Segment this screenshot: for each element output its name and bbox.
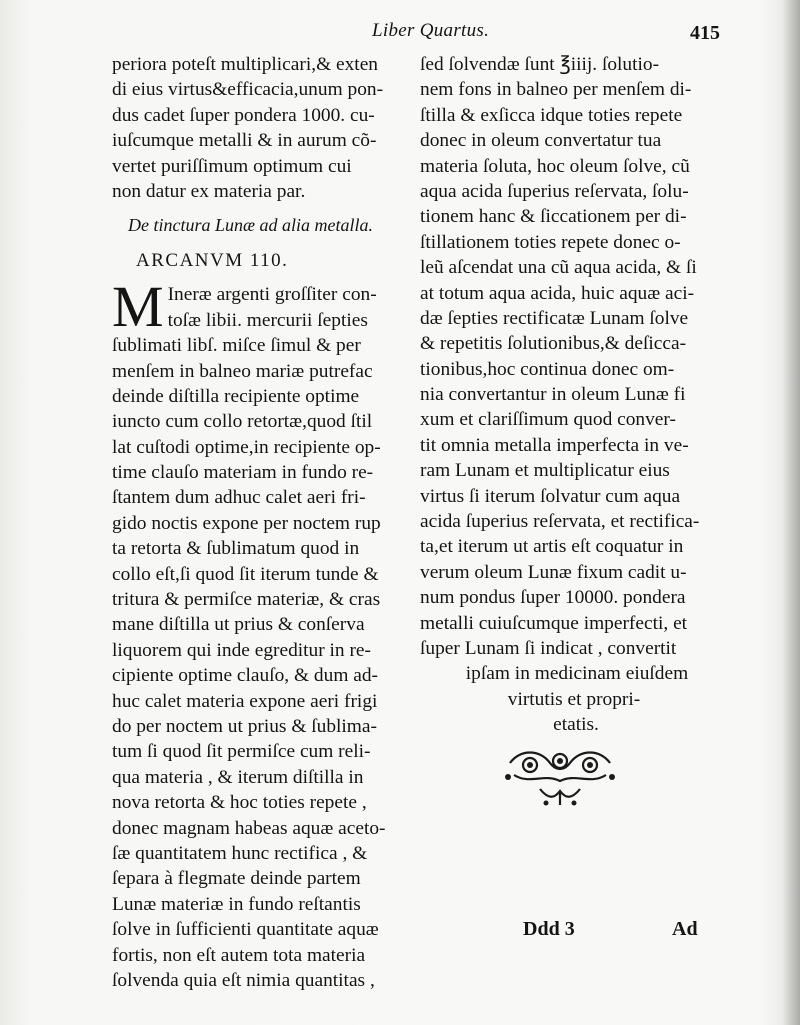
text-line: cipiente optime clauſo, & dum ad- <box>112 665 379 687</box>
text-line: ta retorta & ſublimatum quod in <box>112 538 360 560</box>
text-line: ram Lunam et multiplicatur eius <box>420 460 670 482</box>
text-line: num pondus ſuper 10000. pondera <box>420 587 686 609</box>
text-line: periora poteſt multiplicari,& exten <box>112 54 378 75</box>
running-head: Liber Quartus. <box>372 20 490 41</box>
text-line: tum ſi quod ſit permiſce cum reli- <box>112 741 371 763</box>
drop-capital: M <box>112 274 164 340</box>
text-line: nem fons in balneo per menſem di- <box>420 79 692 101</box>
text-line: iuſcumque metalli & in aurum cõ- <box>112 130 377 152</box>
text-line: & repetitis ſolutionibus,& deſicca- <box>420 333 687 355</box>
text-line: aqua acida ſuperius reſervata, ſolu- <box>420 180 689 202</box>
page-number: 415 <box>690 22 720 44</box>
body-paragraph <box>112 274 402 993</box>
page-edge-shadow <box>782 0 800 1025</box>
text-line: donec magnam habeas aquæ aceto- <box>112 817 386 839</box>
text-line: Lunæ materiæ in fundo reſtantis <box>112 893 361 915</box>
text-line: time clauſo materiam in fundo re- <box>112 462 374 484</box>
text-line: verum oleum Lunæ fixum cadit u- <box>420 561 687 583</box>
text-line: ſtantem dum adhuc calet aeri fri- <box>112 487 366 509</box>
arcanum-heading: ARCANVM 110. <box>136 250 289 272</box>
text-line: ipſam in medicinam eiuſdem <box>465 663 689 685</box>
text-line: tionem hanc & ſiccationem per di- <box>420 206 687 228</box>
text-line: tritura & permiſce materiæ, & cras <box>112 589 381 611</box>
text-line: ſublimati libſ. miſce ſimul & per <box>112 335 361 357</box>
text-line: tionibus,hoc continua donec om- <box>420 358 675 380</box>
text-line: ſolvenda quia eſt nimia quantitas , <box>112 969 375 991</box>
text-line: huc calet materia expone aeri frigi <box>112 690 378 712</box>
text-line: ſepara à flegmate deinde partem <box>112 868 361 890</box>
text-line: ſuper Lunam ſi indicat , convertit <box>420 637 677 659</box>
fleuron-ornament-icon <box>500 745 620 809</box>
text-line: ſolve in ſufficienti quantitate aquæ <box>112 919 379 941</box>
text-line: di eius virtus&efficacia,unum pon- <box>112 79 384 101</box>
text-line: deinde diſtilla recipiente optime <box>112 385 360 407</box>
text-line: vertet puriſſimum optimum cui <box>112 155 352 177</box>
text-line: ſtilla & exſicca idque toties repete <box>420 104 683 126</box>
text-line: metalli cuiuſcumque imperfecti, et <box>420 612 688 634</box>
text-line: materia ſoluta, hoc oleum ſolve, cũ <box>420 155 690 177</box>
text-line: acida ſuperius reſervata, et rectifica- <box>420 511 700 533</box>
text-line: dus cadet ſuper pondera 1000. cu- <box>112 104 375 126</box>
text-line: iuncto cum collo retortæ,quod ſtil <box>112 411 373 433</box>
right-column <box>420 52 720 738</box>
text-line: dæ ſepties rectificatæ Lunam ſolve <box>420 307 689 329</box>
text-line: ſtillationem toties repete donec o- <box>420 231 681 253</box>
text-line: do per noctem ut prius & ſublima- <box>112 715 377 737</box>
text-line: qua materia , & iterum diſtilla in <box>112 766 364 788</box>
text-line: Ineræ argenti groſſiter con- <box>167 284 377 306</box>
text-line: collo eſt,ſi quod ſit iterum tunde & <box>112 563 379 585</box>
text-line: menſem in balneo mariæ putrefac <box>112 360 373 382</box>
section-subheading: De tinctura Lunæ ad alia metalla. <box>128 215 373 236</box>
text-line: liquorem qui inde egreditur in re- <box>112 639 371 661</box>
text-line: non datur ex materia par. <box>112 180 306 202</box>
text-line: gido noctis expone per noctem rup <box>112 512 381 534</box>
text-line: virtus ſi iterum ſolvatur cum aqua <box>420 485 681 507</box>
signature-mark: Ddd 3 <box>523 918 575 940</box>
text-line: donec in oleum convertatur tua <box>420 130 662 152</box>
text-line: leũ aſcendat una cũ aqua acida, & ſi <box>420 257 697 279</box>
text-line: toſæ libii. mercurii ſepties <box>167 309 368 331</box>
text-line: ſæ quantitatem hunc rectifica , & <box>112 842 368 864</box>
text-line: lat cuſtodi optime,in recipiente op- <box>112 436 381 458</box>
text-line: virtutis et propri- <box>507 688 641 710</box>
text-line: fortis, non eſt autem tota materia <box>112 944 366 966</box>
text-line: nia convertantur in oleum Lunæ fi <box>420 384 686 406</box>
text-line: ſed ſolvendæ ſunt ℥iiij. ſolutio- <box>420 54 660 75</box>
catchword: Ad <box>672 918 698 940</box>
text-line: at totum aqua acida, huic aquæ aci- <box>420 282 695 304</box>
text-line: xum et clariſſimum quod conver- <box>420 409 676 431</box>
left-column <box>112 52 402 993</box>
text-line: ta,et iterum ut artis eſt coquatur in <box>420 536 684 558</box>
text-line: mane diſtilla ut prius & conſerva <box>112 614 365 636</box>
text-line: nova retorta & hoc toties repete , <box>112 792 367 814</box>
text-line: tit omnia metalla imperfecta in ve- <box>420 434 689 456</box>
text-line: etatis. <box>553 714 599 736</box>
